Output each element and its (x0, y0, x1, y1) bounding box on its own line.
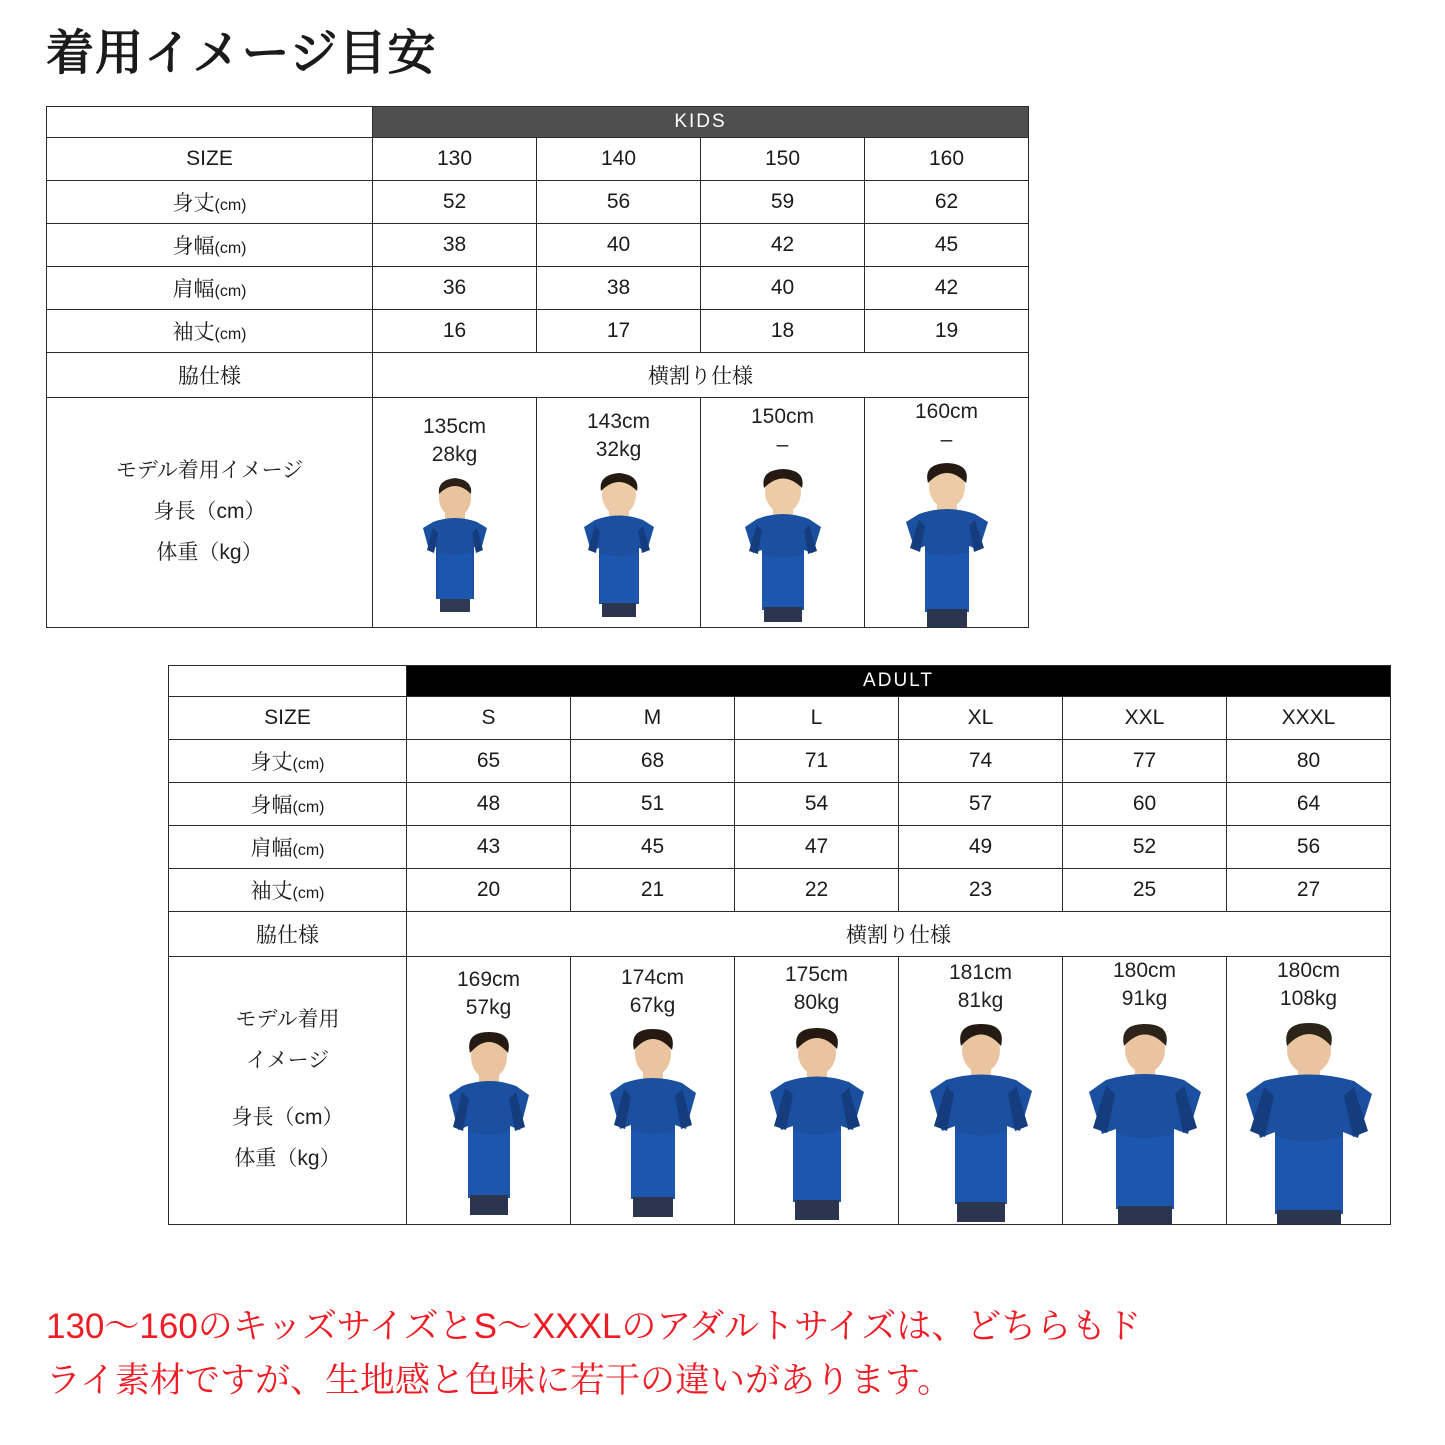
kids-model-meta-160 (865, 398, 1028, 455)
adult-model-weight-l: 80kg (793, 991, 840, 1015)
kids-size-table-wrapper (46, 106, 1029, 628)
kids-model-label-line2: 身長（cm） (153, 499, 266, 523)
adult-body-width-s: 48 (407, 783, 571, 826)
kids-body-length-130: 52 (373, 181, 537, 224)
adult-model-label-line4: 体重（kg） (234, 1147, 341, 1171)
kids-model-weight-150: – (776, 433, 789, 457)
adult-model-label-line3: 身長（cm） (231, 1106, 344, 1130)
kids-sleeve-length-130: 16 (373, 310, 537, 353)
model-figure-l (735, 1020, 898, 1220)
adult-model-weight-m: 67kg (629, 993, 676, 1017)
adult-model-height-xxxl: 180cm (1276, 959, 1341, 982)
footer-note-line1: 130〜160のキッズサイズとS〜XXXLのアダルトサイズは、どちらもド (46, 1307, 1142, 1346)
model-illustration-icon (554, 467, 684, 617)
table-row-models (47, 398, 1029, 628)
adult-shoulder-width-xxl: 52 (1063, 826, 1227, 869)
kids-band-spacer (47, 107, 373, 138)
kids-row-label-size: SIZE (47, 138, 373, 181)
adult-sleeve-length-xxl: 25 (1063, 869, 1227, 912)
kids-size-table (46, 106, 1029, 628)
model-illustration-icon (586, 1022, 720, 1217)
adult-size-table (168, 665, 1391, 1225)
footer-note-line2: ライ素材ですが、生地感と色味に若干の違いがあります。 (46, 1361, 953, 1401)
adult-body-length-s: 65 (407, 740, 571, 783)
adult-model-label-line2: イメージ (245, 1049, 330, 1073)
kids-model-height-130: 135cm (422, 415, 487, 438)
adult-label-unit: (cm) (292, 756, 325, 773)
kids-body-width-150: 42 (701, 224, 865, 267)
adult-size-table-wrapper (168, 665, 1391, 1225)
adult-body-length-xxl: 77 (1063, 740, 1227, 783)
kids-model-meta-130 (373, 413, 536, 470)
model-figure-xxl (1063, 1016, 1226, 1224)
adult-model-cell-xl (899, 957, 1063, 1225)
kids-row-label-sleeve-length (47, 310, 373, 353)
adult-model-height-xxl: 180cm (1112, 959, 1177, 982)
table-row (169, 666, 1391, 697)
adult-shoulder-width-m: 45 (571, 826, 735, 869)
table-row (47, 181, 1029, 224)
model-illustration-icon (910, 1017, 1052, 1222)
adult-model-weight-s: 57kg (465, 996, 512, 1020)
table-row (169, 740, 1391, 783)
adult-shoulder-width-xxxl: 56 (1227, 826, 1391, 869)
model-illustration-icon (395, 472, 515, 612)
adult-model-cell-m (571, 957, 735, 1225)
adult-body-width-xl: 57 (899, 783, 1063, 826)
adult-model-meta-l (735, 961, 898, 1018)
kids-body-length-150: 59 (701, 181, 865, 224)
kids-model-cell-160 (865, 398, 1029, 628)
model-figure-xl (899, 1017, 1062, 1222)
adult-model-meta-s (407, 966, 570, 1023)
table-row (169, 826, 1391, 869)
kids-side-spec-value: 横割り仕様 (373, 353, 1029, 398)
adult-body-length-xxxl: 80 (1227, 740, 1391, 783)
adult-sleeve-length-s: 20 (407, 869, 571, 912)
adult-row-label-size: SIZE (169, 697, 407, 740)
kids-model-meta-140 (537, 408, 700, 465)
adult-band-spacer (169, 666, 407, 697)
model-illustration-icon (876, 457, 1018, 627)
model-figure-160 (865, 457, 1028, 627)
model-figure-130 (373, 472, 536, 612)
kids-sleeve-length-150: 18 (701, 310, 865, 353)
adult-col-s: S (407, 697, 571, 740)
kids-model-cell-140 (537, 398, 701, 628)
kids-shoulder-width-130: 36 (373, 267, 537, 310)
adult-col-xxl: XXL (1063, 697, 1227, 740)
adult-side-spec-value: 横割り仕様 (407, 912, 1391, 957)
kids-sleeve-length-140: 17 (537, 310, 701, 353)
adult-body-width-m: 51 (571, 783, 735, 826)
table-row (169, 912, 1391, 957)
model-illustration-icon (1072, 1016, 1218, 1224)
adult-row-label-shoulder-width (169, 826, 407, 869)
adult-body-length-m: 68 (571, 740, 735, 783)
kids-model-height-140: 143cm (586, 410, 651, 433)
adult-model-label (169, 957, 407, 1225)
kids-model-label (47, 398, 373, 628)
adult-model-cell-xxl (1063, 957, 1227, 1225)
kids-model-meta-150 (701, 403, 864, 460)
kids-model-weight-160: – (940, 428, 953, 452)
model-illustration-icon (714, 462, 852, 622)
adult-body-width-xxxl: 64 (1227, 783, 1391, 826)
adult-label-text: 肩幅 (250, 837, 293, 860)
kids-model-label-line3: 体重（kg） (156, 540, 263, 564)
kids-row-label-side-spec: 脇仕様 (47, 353, 373, 398)
table-row (47, 267, 1029, 310)
model-figure-150 (701, 462, 864, 622)
adult-body-width-xxl: 60 (1063, 783, 1227, 826)
model-figure-s (407, 1025, 570, 1215)
kids-model-cell-130 (373, 398, 537, 628)
adult-model-cell-xxxl (1227, 957, 1391, 1225)
adult-row-label-sleeve-length (169, 869, 407, 912)
adult-model-weight-xl: 81kg (957, 988, 1004, 1012)
kids-model-height-150: 150cm (750, 405, 815, 428)
adult-shoulder-width-l: 47 (735, 826, 899, 869)
kids-body-width-140: 40 (537, 224, 701, 267)
table-row (47, 353, 1029, 398)
adult-model-height-l: 175cm (784, 963, 849, 986)
table-row-models (169, 957, 1391, 1225)
adult-row-label-side-spec: 脇仕様 (169, 912, 407, 957)
adult-col-xxxl: XXXL (1227, 697, 1391, 740)
model-illustration-icon (1234, 1016, 1384, 1224)
kids-model-label-line1: モデル着用イメージ (115, 458, 304, 482)
adult-band-label: ADULT (407, 666, 1391, 697)
adult-model-weight-xxxl: 108kg (1279, 987, 1338, 1011)
kids-row-label-body-length (47, 181, 373, 224)
table-row (47, 138, 1029, 181)
adult-model-meta-xl (899, 959, 1062, 1016)
adult-row-label-body-length (169, 740, 407, 783)
kids-body-length-160: 62 (865, 181, 1029, 224)
kids-col-160: 160 (865, 138, 1029, 181)
adult-col-l: L (735, 697, 899, 740)
adult-model-meta-xxxl (1227, 957, 1390, 1014)
table-row (47, 107, 1029, 138)
adult-label-text: 身丈 (250, 751, 293, 774)
kids-sleeve-length-160: 19 (865, 310, 1029, 353)
model-illustration-icon (424, 1025, 554, 1215)
table-row (169, 783, 1391, 826)
adult-sleeve-length-xxxl: 27 (1227, 869, 1391, 912)
table-row (169, 697, 1391, 740)
table-row (169, 869, 1391, 912)
kids-label-text: 身幅 (172, 235, 215, 258)
adult-model-weight-xxl: 91kg (1121, 987, 1168, 1011)
kids-label-text: 袖丈 (172, 321, 215, 344)
adult-col-m: M (571, 697, 735, 740)
adult-model-label-line1: モデル着用 (235, 1008, 340, 1032)
kids-label-unit: (cm) (214, 197, 247, 214)
kids-col-130: 130 (373, 138, 537, 181)
adult-model-cell-s (407, 957, 571, 1225)
kids-body-width-160: 45 (865, 224, 1029, 267)
kids-row-label-body-width (47, 224, 373, 267)
table-row (47, 224, 1029, 267)
kids-label-unit: (cm) (214, 283, 247, 300)
model-illustration-icon (748, 1020, 886, 1220)
adult-model-cell-l (735, 957, 899, 1225)
adult-model-meta-xxl (1063, 957, 1226, 1014)
kids-body-length-140: 56 (537, 181, 701, 224)
kids-body-width-130: 38 (373, 224, 537, 267)
adult-body-length-l: 71 (735, 740, 899, 783)
kids-row-label-shoulder-width (47, 267, 373, 310)
adult-model-height-m: 174cm (620, 965, 685, 989)
table-row (47, 310, 1029, 353)
adult-model-height-s: 169cm (456, 968, 521, 991)
kids-shoulder-width-140: 38 (537, 267, 701, 310)
adult-shoulder-width-xl: 49 (899, 826, 1063, 869)
kids-shoulder-width-150: 40 (701, 267, 865, 310)
adult-body-width-l: 54 (735, 783, 899, 826)
kids-label-text: 身丈 (172, 192, 215, 215)
kids-band-label: KIDS (373, 107, 1029, 138)
page-title: 着用イメージ目安 (46, 27, 437, 80)
adult-body-length-xl: 74 (899, 740, 1063, 783)
model-figure-xxxl (1227, 1016, 1390, 1224)
kids-label-unit: (cm) (214, 326, 247, 343)
kids-model-weight-140: 32kg (595, 438, 642, 462)
adult-col-xl: XL (899, 697, 1063, 740)
adult-label-unit: (cm) (292, 799, 325, 816)
kids-col-140: 140 (537, 138, 701, 181)
adult-model-meta-m (571, 964, 734, 1021)
kids-model-height-160: 160cm (914, 400, 979, 423)
adult-shoulder-width-s: 43 (407, 826, 571, 869)
adult-label-text: 袖丈 (250, 880, 293, 903)
kids-label-text: 肩幅 (172, 278, 215, 301)
adult-sleeve-length-xl: 23 (899, 869, 1063, 912)
adult-model-label-gap (169, 1082, 406, 1098)
kids-label-unit: (cm) (214, 240, 247, 257)
adult-sleeve-length-m: 21 (571, 869, 735, 912)
model-figure-m (571, 1022, 734, 1217)
footer-note (46, 1300, 1416, 1409)
adult-label-unit: (cm) (292, 885, 325, 902)
adult-sleeve-length-l: 22 (735, 869, 899, 912)
adult-label-text: 身幅 (250, 794, 293, 817)
kids-model-weight-130: 28kg (431, 443, 478, 467)
kids-shoulder-width-160: 42 (865, 267, 1029, 310)
kids-model-cell-150 (701, 398, 865, 628)
adult-label-unit: (cm) (292, 842, 325, 859)
kids-col-150: 150 (701, 138, 865, 181)
adult-model-height-xl: 181cm (948, 960, 1013, 984)
adult-row-label-body-width (169, 783, 407, 826)
model-figure-140 (537, 467, 700, 617)
